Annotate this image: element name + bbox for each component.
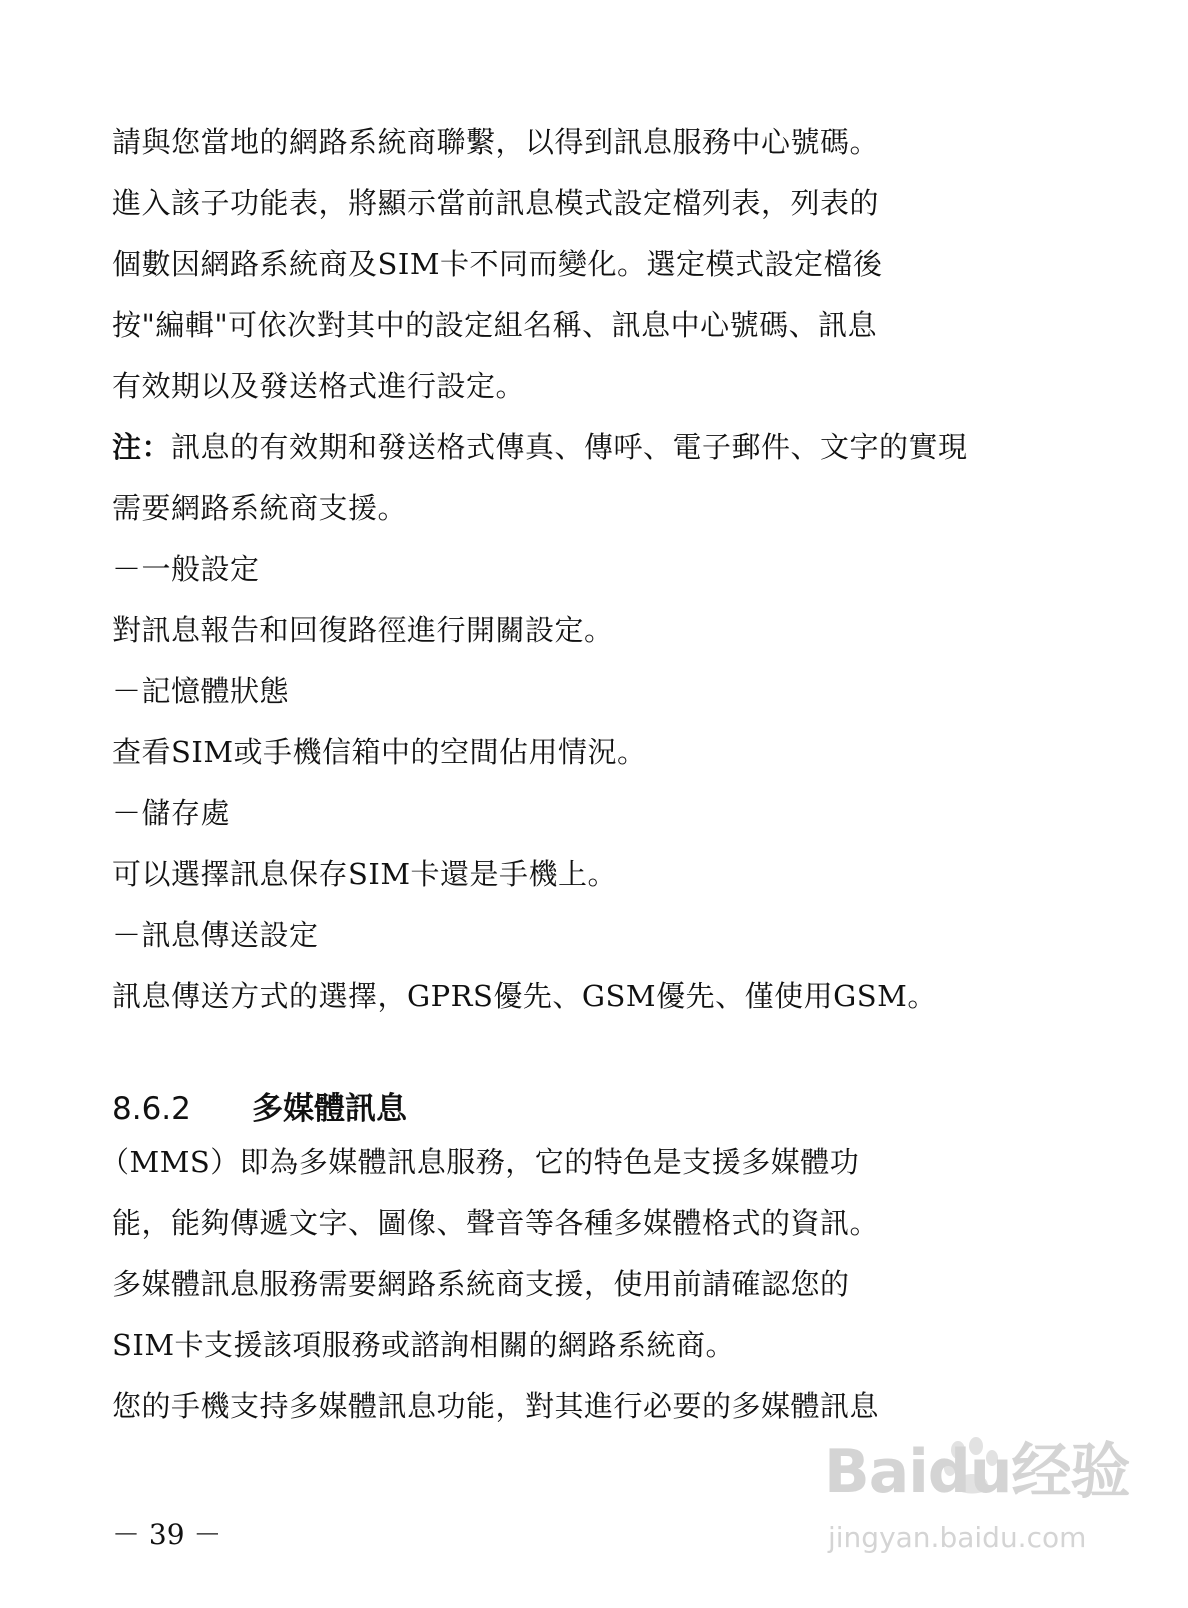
item-description: 訊息傳送方式的選擇，GPRS優先、GSM優先、僅使用GSM。 — [112, 979, 937, 1013]
section-heading — [112, 1087, 407, 1131]
paragraph-line: 個數因網路系統商及SIM卡不同而變化。選定模式設定檔後 — [112, 247, 883, 281]
watermark-logo: Baidu经验 — [824, 1437, 1130, 1507]
paragraph-line: 能，能夠傳遞文字、圖像、聲音等各種多媒體格式的資訊。 — [112, 1206, 880, 1240]
item-description: 查看SIM或手機信箱中的空間佔用情況。 — [112, 735, 647, 769]
item-heading-storage: －儲存處 — [112, 796, 231, 830]
paragraph-line: 多媒體訊息服務需要網路系統商支援，使用前請確認您的 — [112, 1267, 850, 1301]
paragraph-line: 有效期以及發送格式進行設定。 — [112, 369, 526, 403]
note-line — [112, 427, 968, 467]
paragraph-line: SIM卡支援該項服務或諮詢相關的網路系統商。 — [112, 1328, 736, 1362]
paragraph-line: 您的手機支持多媒體訊息功能，對其進行必要的多媒體訊息 — [112, 1389, 880, 1423]
note-continuation: 需要網路系統商支援。 — [112, 491, 408, 525]
page-number: － 39 － — [112, 1518, 222, 1551]
item-description: 對訊息報告和回復路徑進行開關設定。 — [112, 613, 614, 647]
paragraph-line: 按"編輯"可依次對其中的設定組名稱、訊息中心號碼、訊息 — [112, 308, 878, 342]
item-heading-general: －一般設定 — [112, 552, 260, 586]
item-description: 可以選擇訊息保存SIM卡還是手機上。 — [112, 857, 618, 891]
watermark-url: jingyan.baidu.com — [828, 1521, 1087, 1554]
item-heading-transfer: －訊息傳送設定 — [112, 918, 319, 952]
paragraph-line: （MMS）即為多媒體訊息服務，它的特色是支援多媒體功 — [100, 1145, 860, 1179]
section-number: 8.6.2 — [112, 1091, 191, 1127]
note-label: 注： — [112, 430, 172, 464]
paragraph-line: 請與您當地的網路系統商聯繫，以得到訊息服務中心號碼。 — [112, 125, 880, 159]
baidu-watermark — [824, 1432, 1130, 1582]
paragraph-line: 進入該子功能表，將顯示當前訊息模式設定檔列表，列表的 — [112, 186, 880, 220]
section-title: 多媒體訊息 — [252, 1091, 407, 1127]
item-heading-memory: －記憶體狀態 — [112, 674, 290, 708]
note-text: 訊息的有效期和發送格式傳真、傳呼、電子郵件、文字的實現 — [171, 430, 968, 464]
